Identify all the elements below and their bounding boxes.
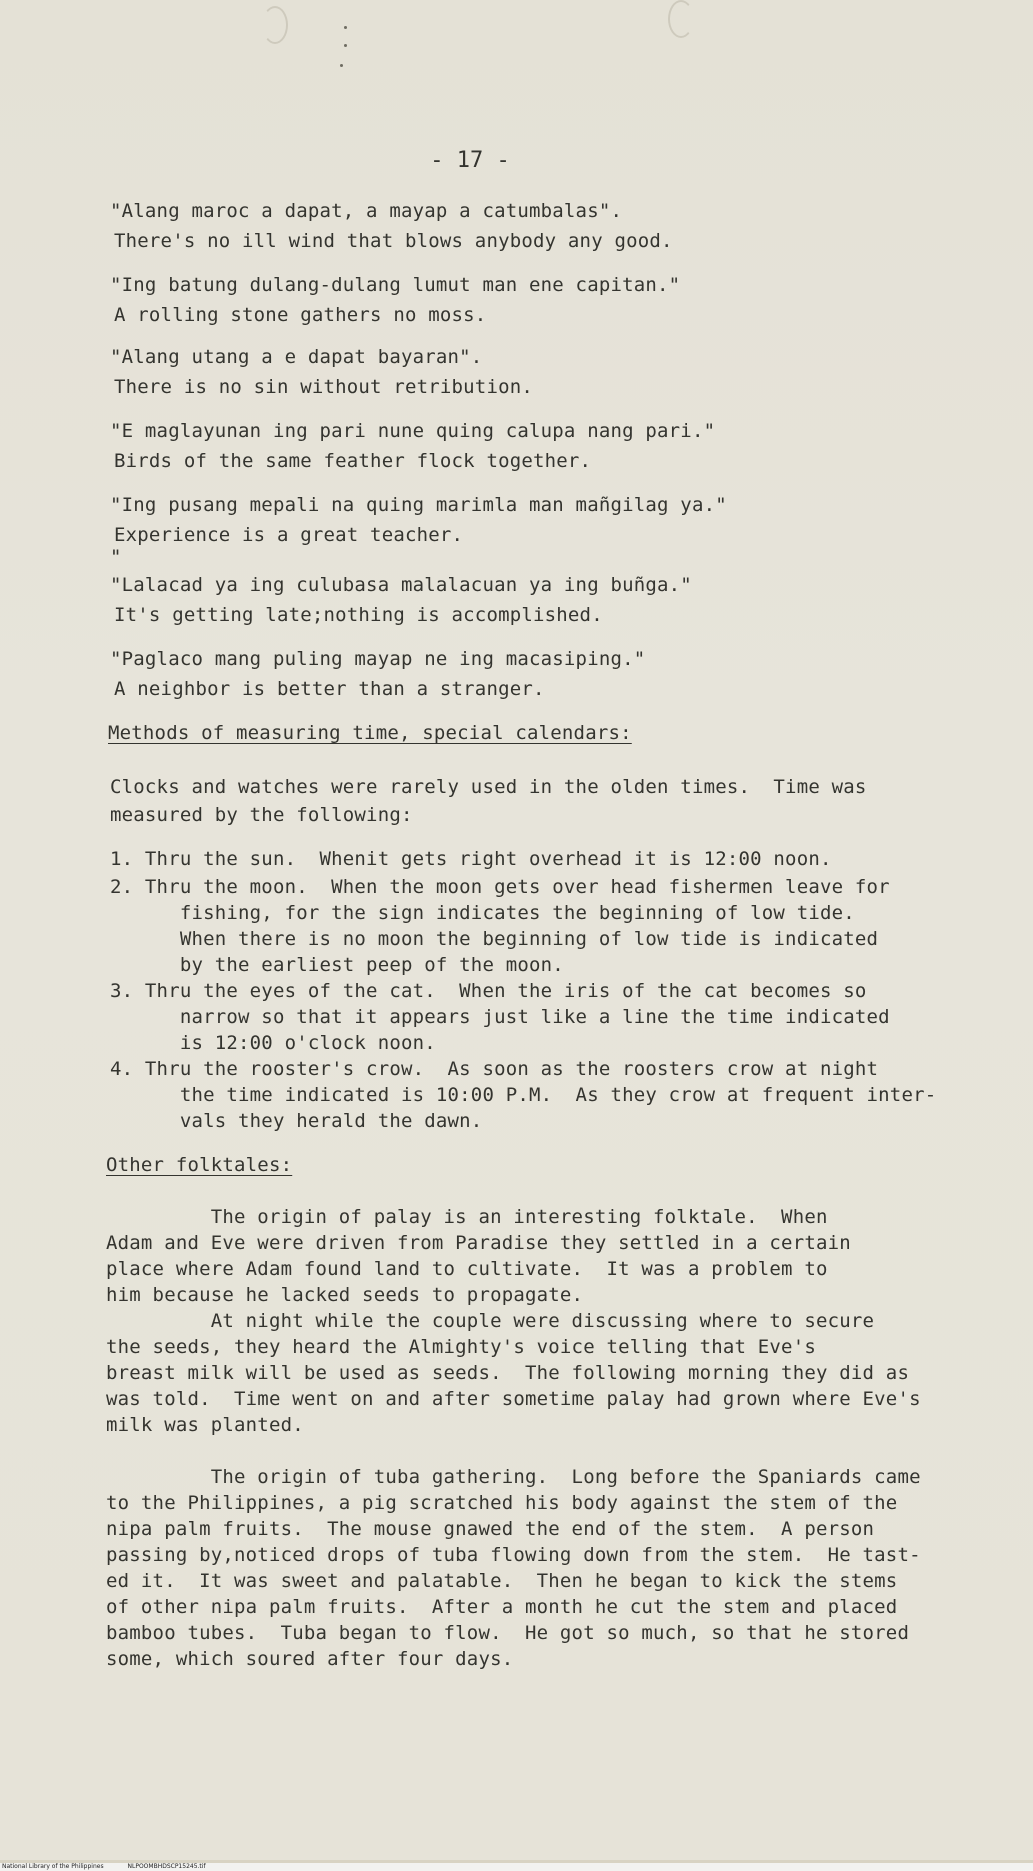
time-list-item: 1. Thru the sun. Whenit gets right overhead it is 12:00 noon. — [110, 848, 832, 870]
time-intro-line: Clocks and watches were rarely used in the olden times. Time was — [110, 776, 867, 798]
folktale-line: passing by,noticed drops of tuba flowing down from the stem. He tast- — [106, 1544, 921, 1566]
proverb-native: "Alang utang a e dapat bayaran". — [110, 346, 483, 368]
time-list-item: 2. Thru the moon. When the moon gets over head fishermen leave for — [110, 876, 890, 898]
proverb-english: Birds of the same feather flock together. — [114, 450, 592, 472]
proverb-english: There's no ill wind that blows anybody any good. — [114, 230, 673, 252]
folktale-line: him because he lacked seeds to propagate. — [106, 1284, 584, 1306]
time-list-item-cont: fishing, for the sign indicates the beginning of low tide. — [110, 902, 855, 924]
folktale-line: nipa palm fruits. The mouse gnawed the end of the stem. A person — [106, 1518, 875, 1540]
scan-footer — [0, 1863, 1033, 1871]
folktale-line: of other nipa palm fruits. After a month he cut the stem and placed — [106, 1596, 898, 1618]
proverb-english: A rolling stone gathers no moss. — [114, 304, 487, 326]
punch-hole-left — [262, 6, 288, 44]
proverb-native: "Ing pusang mepali na quing marimla man mañgilag ya." — [110, 494, 727, 516]
proverb-english: A neighbor is better than a stranger. — [114, 678, 545, 700]
folktale-line: ed it. It was sweet and palatable. Then he began to kick the stems — [106, 1570, 898, 1592]
proverb-native: "E maglayunan ing pari nune quing calupa nang pari." — [110, 420, 716, 442]
proverb-english: It's getting late;nothing is accomplished. — [114, 604, 603, 626]
time-list-item-cont: the time indicated is 10:00 P.M. As they crow at frequent inter- — [110, 1084, 937, 1106]
time-intro-line: measured by the following: — [110, 804, 413, 826]
folktale-line: milk was planted. — [106, 1414, 304, 1436]
proverb-native: "Lalacad ya ing culubasa malalacuan ya ing buñga." — [110, 574, 692, 596]
folktale-line: Adam and Eve were driven from Paradise they settled in a certain — [106, 1232, 851, 1254]
footer-filename: NLPOOMBHDSCP15245.tif — [127, 1863, 206, 1870]
section-heading-folktales: Other folktales: — [106, 1154, 293, 1176]
folktale-line: to the Philippines, a pig scratched his body against the stem of the — [106, 1492, 898, 1514]
proverb-native: "Paglaco mang puling mayap ne ing macasiping." — [110, 648, 646, 670]
proverb-english: There is no sin without retribution. — [114, 376, 534, 398]
folktale-line: breast milk will be used as seeds. The following morning they did as — [106, 1362, 910, 1384]
time-list-item-cont: vals they herald the dawn. — [110, 1110, 483, 1132]
ink-speck — [340, 64, 343, 67]
proverb-english: Experience is a great teacher. — [114, 524, 464, 546]
time-list-item-cont: by the earliest peep of the moon. — [110, 954, 564, 976]
folktale-line: bamboo tubes. Tuba began to flow. He got so much, so that he stored — [106, 1622, 910, 1644]
stray-quote-mark: " — [110, 546, 122, 568]
section-heading-time: Methods of measuring time, special calendars: — [108, 722, 632, 744]
ink-speck — [344, 26, 347, 29]
folktale-line: The origin of palay is an interesting folktale. When — [106, 1206, 828, 1228]
footer-library: National Library of the Philippines — [2, 1863, 104, 1870]
proverb-native: "Ing batung dulang-dulang lumut man ene capitan." — [110, 274, 681, 296]
folktale-line: some, which soured after four days. — [106, 1648, 514, 1670]
time-list-item-cont: When there is no moon the beginning of low tide is indicated — [110, 928, 879, 950]
folktale-line: the seeds, they heard the Almighty's voice telling that Eve's — [106, 1336, 816, 1358]
folktale-line: The origin of tuba gathering. Long before the Spaniards came — [106, 1466, 921, 1488]
folktale-line: was told. Time went on and after sometime palay had grown where Eve's — [106, 1388, 921, 1410]
time-list-item: 4. Thru the rooster's crow. As soon as the roosters crow at night — [110, 1058, 879, 1080]
punch-hole-right — [668, 0, 694, 38]
time-list-item: 3. Thru the eyes of the cat. When the iris of the cat becomes so — [110, 980, 867, 1002]
folktale-line: place where Adam found land to cultivate. It was a problem to — [106, 1258, 828, 1280]
time-list-item-cont: narrow so that it appears just like a line the time indicated — [110, 1006, 890, 1028]
page-number: - 17 - — [430, 148, 510, 173]
folktale-line: At night while the couple were discussing where to secure — [106, 1310, 875, 1332]
ink-speck — [344, 44, 347, 47]
time-list-item-cont: is 12:00 o'clock noon. — [110, 1032, 436, 1054]
proverb-native: "Alang maroc a dapat, a mayap a catumbalas". — [110, 200, 623, 222]
